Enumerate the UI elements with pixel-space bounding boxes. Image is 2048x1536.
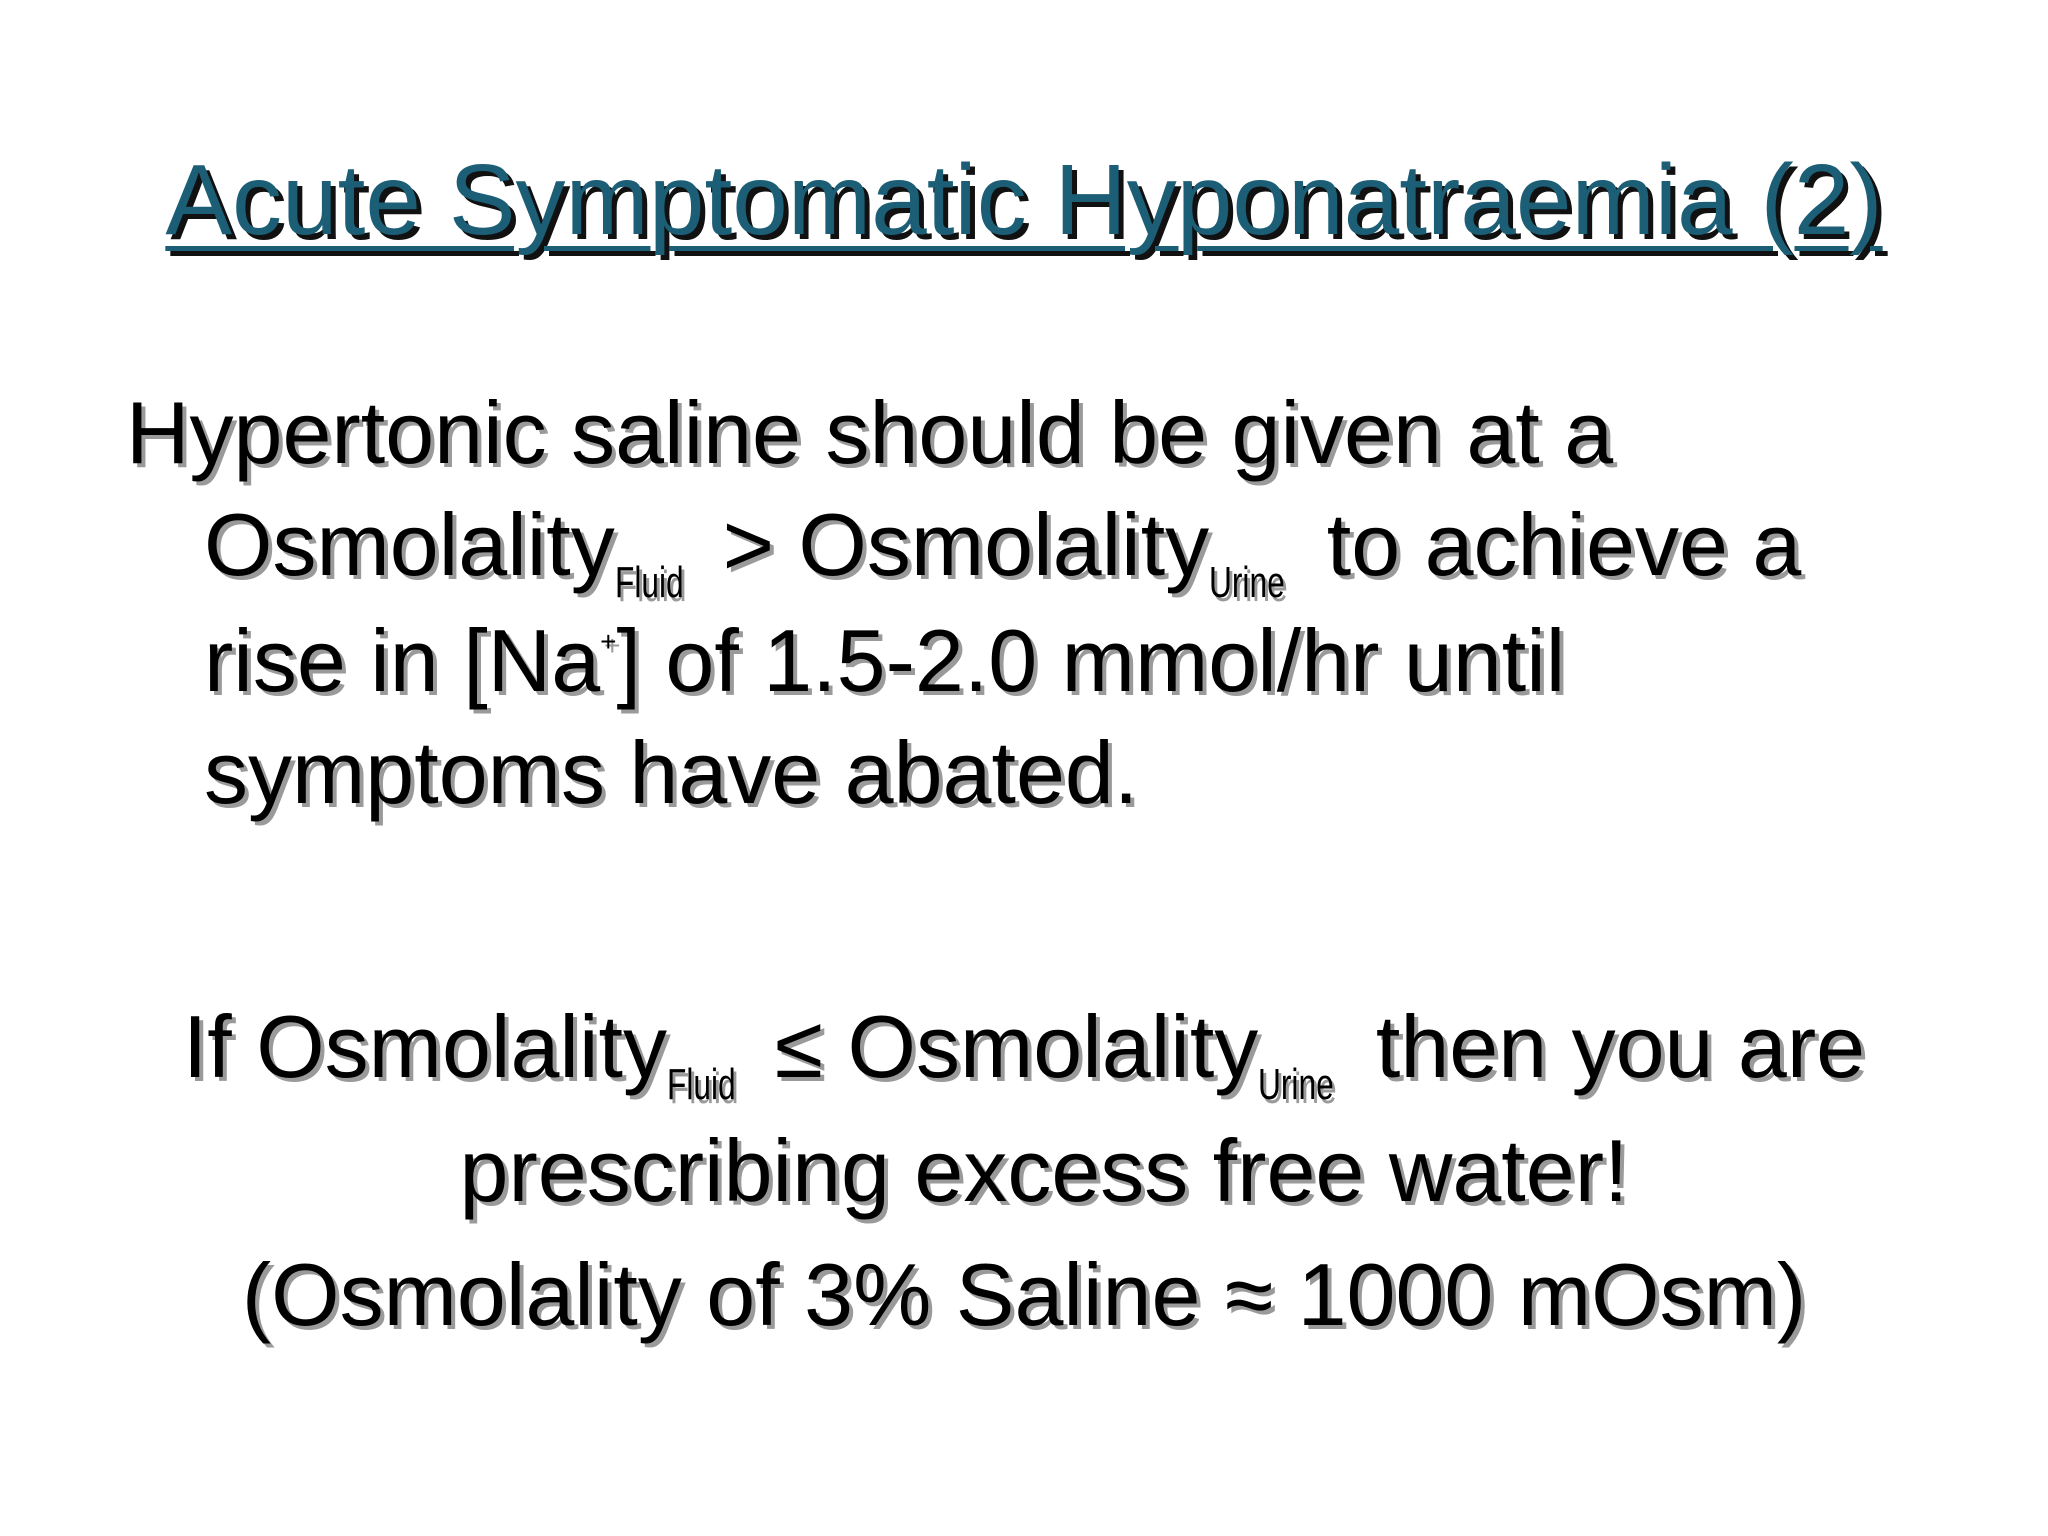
text-run: ≤ Osmolality bbox=[750, 997, 1259, 1096]
paragraph-line bbox=[126, 717, 1926, 829]
saline-osmolality-note bbox=[0, 1233, 2048, 1357]
text-run: Hypertonic saline should be given at a bbox=[126, 383, 1614, 482]
text-run: rise in [Na bbox=[204, 611, 601, 710]
excess-water-paragraph bbox=[0, 985, 2048, 1357]
text-run: If Osmolality bbox=[182, 997, 667, 1096]
text-run: (Osmolality of 3% Saline ≈ 1000 mOsm) bbox=[241, 1245, 1807, 1344]
subscript-fluid: Fluid bbox=[666, 1060, 736, 1109]
text-run: to achieve a bbox=[1302, 495, 1802, 594]
paragraph-line bbox=[0, 985, 2048, 1109]
hypertonic-saline-paragraph bbox=[126, 377, 1926, 829]
text-run: > Osmolality bbox=[698, 495, 1210, 594]
paragraph-line bbox=[126, 605, 1926, 717]
paragraph-line bbox=[126, 489, 1926, 605]
paragraph-line bbox=[126, 377, 1926, 489]
text-run: Osmolality bbox=[204, 495, 615, 594]
text-run: then you are bbox=[1351, 997, 1866, 1096]
text-run: ] of 1.5-2.0 mmol/hr until bbox=[616, 611, 1566, 710]
text-run: symptoms have abated. bbox=[204, 723, 1139, 822]
subscript-urine: Urine bbox=[1258, 1060, 1334, 1109]
slide-title: Acute Symptomatic Hyponatraemia (2) bbox=[165, 144, 1883, 256]
subscript-urine: Urine bbox=[1209, 558, 1285, 607]
text-run: prescribing excess free water! bbox=[459, 1121, 1629, 1220]
subscript-fluid: Fluid bbox=[614, 558, 684, 607]
paragraph-line bbox=[0, 1109, 2048, 1233]
superscript-plus: + bbox=[600, 626, 617, 657]
